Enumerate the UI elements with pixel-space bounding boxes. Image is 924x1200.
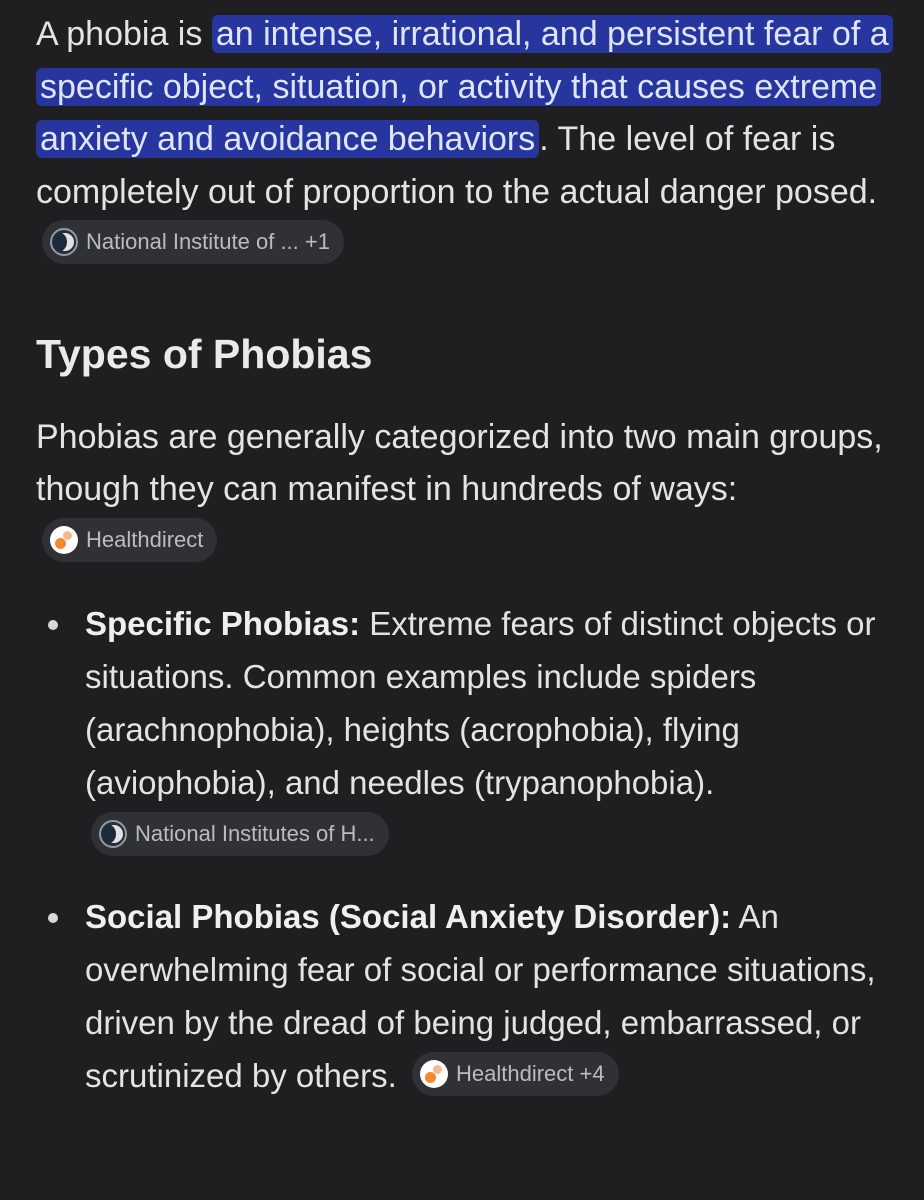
section-lead-text: Phobias are generally categorized into two main groups, though they can manifest in hundreds of ways: [36, 417, 883, 508]
intro-paragraph [36, 8, 896, 271]
healthdirect-logo-icon [50, 526, 78, 554]
list-item-text: An overwhelming fear of social or performance situations, driven by the dread of being judged, embarrassed, or scrutinized by others. [85, 898, 876, 1094]
highlighted-definition[interactable]: an intense, irrational, and persistent fear of a specific object, situation, or activity that causes extreme anxiety and avoidance behaviors [36, 15, 893, 158]
section-lead [36, 411, 896, 569]
list-item [36, 597, 896, 862]
list-item-term: Specific Phobias: [85, 605, 361, 642]
source-chip-label: National Institutes of H... [135, 821, 375, 847]
source-chip-label: National Institute of ... +1 [86, 229, 330, 255]
healthdirect-logo-icon [420, 1060, 448, 1088]
source-chip-nih[interactable] [91, 812, 389, 856]
list-item-term: Social Phobias (Social Anxiety Disorder): [85, 898, 732, 935]
list-item [36, 890, 896, 1102]
source-chip-nih[interactable] [42, 220, 344, 264]
source-chip-healthdirect[interactable] [412, 1052, 619, 1096]
source-chip-healthdirect[interactable] [42, 518, 217, 562]
phobia-types-list [36, 597, 896, 1102]
nih-logo-icon [50, 228, 78, 256]
nih-logo-icon [99, 820, 127, 848]
intro-suffix: . [539, 120, 549, 158]
list-item-text: Extreme fears of distinct objects or situations. Common examples include spiders (arachnophobia), heights (acrophobia), flying (aviophobia), and needles (trypanophobia). [85, 605, 876, 801]
intro-prefix: A phobia is [36, 15, 203, 53]
source-chip-label: Healthdirect +4 [455, 1061, 605, 1087]
section-heading: Types of Phobias [36, 330, 373, 377]
bullet-icon [48, 620, 58, 630]
bullet-icon [48, 913, 58, 923]
intro-rest: The level of fear is completely out of proportion to the actual danger posed. [36, 120, 878, 211]
source-chip-label: Healthdirect [86, 526, 204, 552]
